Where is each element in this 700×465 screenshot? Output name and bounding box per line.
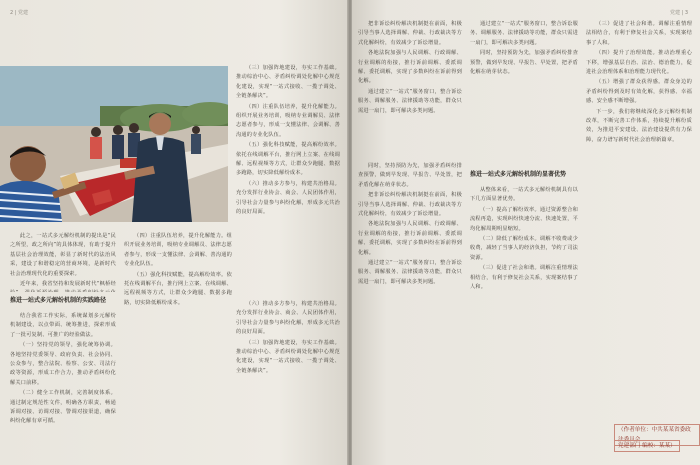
paragraph: 同时，坚持预防为先，加强矛盾纠纷排查预警，做到早发现、早报告、早处置，把矛盾化解在萌芽状态。 (358, 163, 462, 188)
paragraph: 通过建立“一站式”服务窗口，整合诉讼服务、调解服务、法律援助等功能，群众只需进一扇门，即可解决多类问题。 (358, 260, 462, 285)
paragraph: 同时，坚持预防为先，加强矛盾纠纷排查预警，做到早发现、早报告、早处置，把矛盾化解在萌芽状态。 (470, 50, 578, 76)
paragraph: （四）提升了治理效能。推动治理重心下移，增强基层自治、法治、德治能力，促进社会治理体系和治理能力现代化。 (586, 50, 692, 76)
right-page-column-1-bottom (358, 162, 462, 458)
left-page-column-bottom (10, 312, 116, 460)
paragraph: （三）加强阵地建设，夯实工作基础。推动综治中心、矛盾纠纷调处化解中心规范化建设，实现“一站式接收、一揽子调处、全链条解决”。 (236, 339, 340, 374)
paragraph: 把非诉讼纠纷解决机制挺在前面，积极引导当事人选择调解、仲裁、行政裁决等方式化解纠纷，有效减少了诉讼增量。 (358, 21, 462, 46)
article-photo (0, 66, 228, 222)
right-page (352, 0, 700, 465)
left-page-column-intro (10, 232, 116, 292)
paragraph: （二）健全工作机制，完善制度体系。通过制定规范性文件，明确各方职责，畅通诉调对接、访调对接、警调对接渠道，确保纠纷化解有章可循。 (10, 390, 116, 425)
right-page-header: 党建 | 3 (669, 10, 688, 16)
left-page-column-center-bottom (124, 232, 232, 460)
paragraph: 结合我省工作实际，系统谋划多元解纷机制建设，以点带面、统筹推进，探索形成了一批可复制、可推广的经验做法。 (10, 313, 116, 338)
paragraph: 通过建立“一站式”服务窗口，整合诉讼服务、调解服务、法律援助等功能，群众只需进一扇门，即可解决多类问题。 (470, 21, 578, 46)
paragraph: （五）强化科技赋能，提高解纷效率。依托在线调解平台，推行网上立案、在线调解、远程视频等方式，让群众少跑腿、数据多跑路，切实降低解纷成本。 (236, 142, 340, 177)
paragraph: （六）推动多方参与，构建共治格局。充分发挥行业协会、商会、人民团体作用，引导社会力量参与纠纷化解，形成多元共治的良好局面。 (236, 180, 340, 216)
paragraph: 各地法院加强与人民调解、行政调解、行业调解的衔接，推行诉前调解、委派调解、委托调解，实现了多数纠纷在诉前得到化解。 (358, 50, 462, 85)
paragraph: （六）推动多方参与，构建共治格局。充分发挥行业协会、商会、人民团体作用，引导社会力量参与纠纷化解，形成多元共治的良好局面。 (236, 301, 340, 336)
paragraph: 近年来，我省坚持和发展新时代“枫桥经 (20, 281, 116, 288)
paragraph: （三）促进了社会和谐。调解注重情理法相结合，有利于修复社会关系，实现案结事了人和。 (586, 21, 692, 46)
paragraph: （三）加强阵地建设，夯实工作基础。推动综治中心、矛盾纠纷调处化解中心规范化建设，实现“一站式接收、一揽子调处、全链条解决”。 (236, 65, 340, 100)
right-page-column-1-top (358, 20, 462, 160)
section-heading: 推进一站式多元解纷机制的实践路径 (10, 297, 107, 304)
left-page-header: 2 | 党建 (10, 10, 29, 16)
paragraph: 下一步，我们将继续深化多元解纷机制改革，不断完善工作体系，持续提升解纷质效，为推进平安建设、法治建设提供有力保障，奋力谱写新时代社会治理新篇章。 (586, 108, 692, 143)
author-note-line-2: 党建部门 编校：某某） (614, 440, 680, 452)
paragraph: 从整体来看，一站式多元解纷机制具有以下几方面显著优势。 (470, 187, 578, 203)
author-note-line-1: （作者单位：中共某某省委政法委员会 (614, 424, 700, 446)
right-page-column-2-bottom (470, 186, 578, 458)
paragraph: 此之，一站式多元解纷机制的提出是“民之所望，政之所向”的具体体现，有助于提升基层社会治理效能，彰显了新时代的法治风采，建设了和谐稳定的营商环境，是新时代社会治理现代化的重要探索。 (10, 233, 116, 277)
section-heading: 推进一站式多元解纷机制的显著优势 (470, 171, 567, 178)
paragraph: （五）增强了群众获得感。群众身边的矛盾纠纷得到及时有效化解，获得感、幸福感、安全感不断增强。 (586, 79, 692, 105)
paragraph: （一）提高了解纷效率。通过资源整合和流程再造，实现纠纷快速分流、快速处置，平均化解周期明显缩短。 (470, 206, 578, 232)
paragraph: （五）强化科技赋能，提高解纷效率。依托在线调解平台，推行网上立案、在线调解、远程视频等方式，让群众少跑腿、数据多跑路，切实降低解纷成本。 (124, 271, 232, 306)
right-page-column-3 (586, 20, 692, 420)
photo-illustration (0, 66, 228, 222)
paragraph: （一）坚持党的领导，强化统筹协调。各地坚持党委领导、政府负责、社会协同、公众参与，整合法院、检察、公安、司法行政等资源，形成工作合力，推动矛盾纠纷化解关口前移。 (10, 342, 116, 386)
paragraph: 各地法院加强与人民调解、行政调解、行业调解的衔接，推行诉前调解、委派调解、委托调解，实现了多数纠纷在诉前得到化解。 (358, 221, 462, 256)
left-page (0, 0, 349, 465)
right-page-column-2-top (470, 20, 578, 166)
left-page-column-middle (236, 64, 340, 296)
paragraph: 通过建立“一站式”服务窗口，整合诉讼服务、调解服务、法律援助等功能，群众只需进一扇门，即可解决多类问题。 (358, 88, 462, 114)
paragraph: 把非诉讼纠纷解决机制挺在前面，积极引导当事人选择调解、仲裁、行政裁决等方式化解纠纷，有效减少了诉讼增量。 (358, 192, 462, 218)
left-page-column-right-bottom (236, 300, 340, 460)
paragraph: （四）注重队伍培养，提升化解能力。组织开展业务培训，吸纳专业调解员、法律志愿者参与，形成一支懂法律、会调解、善沟通的专业化队伍。 (124, 233, 232, 268)
paragraph: （二）降低了解纷成本。调解不收费或少收费，减轻了当事人的经济负担，节约了司法资源。 (470, 236, 578, 261)
paragraph: （三）促进了社会和谐。调解注重情理法相结合，有利于修复社会关系，实现案结事了人和。 (470, 265, 578, 291)
paragraph: （四）注重队伍培养，提升化解能力。组织开展业务培训，吸纳专业调解员、法律志愿者参与，形成一支懂法律、会调解、善沟通的专业化队伍。 (236, 103, 340, 138)
